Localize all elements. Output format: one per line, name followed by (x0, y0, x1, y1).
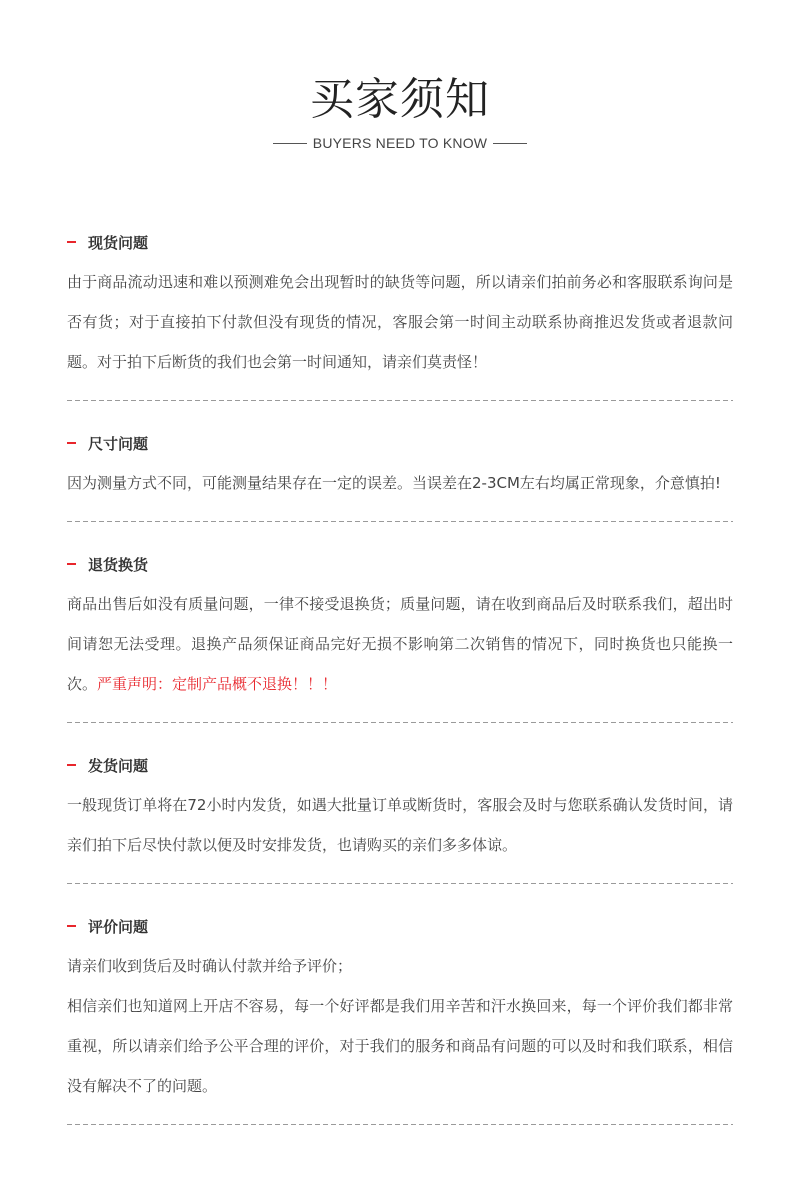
dashed-divider (67, 521, 733, 522)
section-title: 现货问题 (88, 233, 149, 252)
returns-policy-text: 商品出售后如没有质量问题，一律不接受退换货；质量问题，请在收到商品后及时联系我们，超出时间请恕无法受理。退换产品须保证商品完好无损不影响第二次销售的情况下，同时换货也只能换一次。 (67, 595, 733, 693)
notice-content (0, 222, 800, 1147)
red-dash-icon (67, 563, 76, 565)
section-heading (67, 544, 733, 584)
subtitle-left-rule (273, 143, 307, 144)
red-dash-icon (67, 764, 76, 766)
page-header (0, 0, 800, 200)
dashed-divider (67, 400, 733, 401)
section-heading (67, 745, 733, 785)
section-title: 退货换货 (88, 555, 149, 574)
red-dash-icon (67, 241, 76, 243)
section-shipping (67, 745, 733, 884)
section-paragraph: 相信亲们也知道网上开店不容易，每一个好评都是我们用辛苦和汗水换回来，每一个评价我们都非常重视，所以请亲们给予公平合理的评价，对于我们的服务和商品有问题的可以及时和我们联系，相信没有解决不了的问题。 (67, 997, 733, 1095)
red-dash-icon (67, 442, 76, 444)
section-heading (67, 906, 733, 946)
section-paragraph: 由于商品流动迅速和难以预测难免会出现暂时的缺货等问题，所以请亲们拍前务必和客服联系询问是否有货；对于直接拍下付款但没有现货的情况，客服会第一时间主动联系协商推迟发货或者退款问题。对于拍下后断货的我们也会第一时间通知，请亲们莫责怪！ (67, 273, 733, 371)
section-title: 发货问题 (88, 756, 149, 775)
page-subtitle: BUYERS NEED TO KNOW (312, 135, 488, 151)
subtitle-row (0, 133, 800, 153)
dashed-divider (67, 1124, 733, 1125)
section-reviews (67, 906, 733, 1125)
subtitle-right-rule (493, 143, 527, 144)
section-stock (67, 222, 733, 401)
section-paragraph: 请亲们收到货后及时确认付款并给予评价； (67, 957, 353, 975)
section-heading (67, 423, 733, 463)
section-paragraph: 因为测量方式不同，可能测量结果存在一定的误差。当误差在2-3CM左右均属正常现象，介意慎拍! (67, 474, 721, 492)
section-paragraph: 一般现货订单将在72小时内发货，如遇大批量订单或断货时，客服会及时与您联系确认发货时间，请亲们拍下后尽快付款以便及时安排发货，也请购买的亲们多多体谅。 (67, 796, 733, 854)
section-paragraph (67, 584, 733, 704)
section-size (67, 423, 733, 522)
section-title: 尺寸问题 (88, 434, 149, 453)
page-title: 买家须知 (310, 74, 490, 125)
red-dash-icon (67, 925, 76, 927)
section-title: 评价问题 (88, 917, 149, 936)
section-returns (67, 544, 733, 723)
dashed-divider (67, 722, 733, 723)
custom-product-warning: 严重声明：定制产品概不退换！！！ (97, 675, 338, 693)
dashed-divider (67, 883, 733, 884)
section-heading (67, 222, 733, 262)
